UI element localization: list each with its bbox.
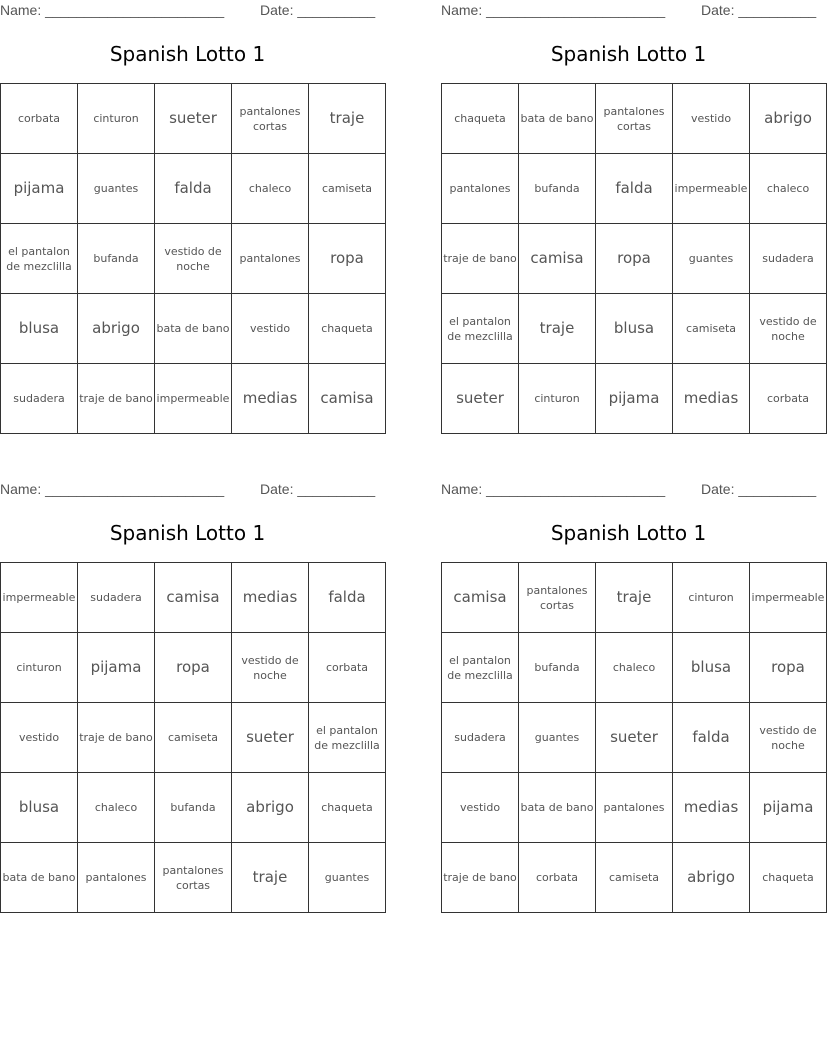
grid-cell: pantalones cortas (155, 843, 232, 913)
grid-cell: traje de bano (442, 843, 519, 913)
card-title: Spanish Lotto 1 (550, 521, 707, 545)
grid-row (442, 843, 827, 913)
grid-cell: pijama (78, 633, 155, 703)
grid-row (1, 843, 386, 913)
lotto-grid (0, 83, 386, 434)
grid-cell: traje de bano (78, 364, 155, 434)
grid-cell: bata de bano (519, 773, 596, 843)
card-header (441, 481, 816, 499)
grid-row (442, 773, 827, 843)
grid-cell: pantalones (78, 843, 155, 913)
card-header (0, 481, 375, 499)
grid-row (1, 703, 386, 773)
grid-row (442, 364, 827, 434)
grid-cell: traje (232, 843, 309, 913)
grid-row (442, 703, 827, 773)
grid-row (1, 84, 386, 154)
grid-cell: guantes (519, 703, 596, 773)
grid-cell: chaqueta (309, 294, 386, 364)
grid-cell: medias (673, 773, 750, 843)
grid-cell: impermeable (750, 563, 827, 633)
grid-cell: falda (673, 703, 750, 773)
card-title: Spanish Lotto 1 (109, 42, 266, 66)
grid-row (1, 224, 386, 294)
grid-cell: traje (309, 84, 386, 154)
grid-cell: vestido de noche (232, 633, 309, 703)
grid-cell: bata de bano (519, 84, 596, 154)
grid-row (442, 294, 827, 364)
grid-cell: pijama (1, 154, 78, 224)
grid-cell: bufanda (78, 224, 155, 294)
grid-cell: bata de bano (1, 843, 78, 913)
grid-cell: blusa (1, 773, 78, 843)
grid-cell: camiseta (309, 154, 386, 224)
grid-cell: corbata (309, 633, 386, 703)
grid-row (442, 84, 827, 154)
grid-cell: cinturon (519, 364, 596, 434)
grid-cell: chaleco (78, 773, 155, 843)
grid-cell: pantalones cortas (232, 84, 309, 154)
grid-cell: ropa (309, 224, 386, 294)
grid-cell: impermeable (155, 364, 232, 434)
grid-cell: chaqueta (442, 84, 519, 154)
card-header (0, 2, 375, 20)
grid-cell: vestido (442, 773, 519, 843)
grid-cell: pantalones cortas (596, 84, 673, 154)
grid-cell: vestido de noche (750, 703, 827, 773)
grid-cell: bufanda (155, 773, 232, 843)
date-field: Date: __________ (260, 481, 376, 497)
name-field: Name: _______________________ (441, 481, 666, 497)
grid-cell: sueter (442, 364, 519, 434)
grid-cell: sudadera (750, 224, 827, 294)
grid-row (442, 224, 827, 294)
grid-cell: sueter (155, 84, 232, 154)
grid-cell: falda (596, 154, 673, 224)
lotto-grid (441, 83, 827, 434)
grid-cell: ropa (155, 633, 232, 703)
card-title: Spanish Lotto 1 (109, 521, 266, 545)
grid-cell: abrigo (750, 84, 827, 154)
grid-cell: vestido de noche (750, 294, 827, 364)
grid-cell: cinturon (78, 84, 155, 154)
grid-cell: bufanda (519, 154, 596, 224)
grid-cell: chaqueta (750, 843, 827, 913)
lotto-grid (0, 562, 386, 913)
grid-cell: falda (309, 563, 386, 633)
grid-cell: camiseta (596, 843, 673, 913)
grid-row (442, 563, 827, 633)
grid-cell: bata de bano (155, 294, 232, 364)
grid-cell: pijama (750, 773, 827, 843)
grid-cell: chaleco (596, 633, 673, 703)
grid-cell: medias (673, 364, 750, 434)
grid-cell: camisa (309, 364, 386, 434)
grid-cell: medias (232, 364, 309, 434)
grid-cell: chaleco (750, 154, 827, 224)
grid-cell: traje de bano (442, 224, 519, 294)
grid-cell: guantes (309, 843, 386, 913)
grid-cell: pijama (596, 364, 673, 434)
grid-cell: abrigo (78, 294, 155, 364)
grid-cell: sudadera (1, 364, 78, 434)
grid-cell: pantalones (442, 154, 519, 224)
grid-cell: sudadera (78, 563, 155, 633)
grid-cell: traje (596, 563, 673, 633)
grid-cell: pantalones (596, 773, 673, 843)
grid-cell: abrigo (232, 773, 309, 843)
grid-cell: el pantalon de mezclilla (442, 633, 519, 703)
grid-cell: traje (519, 294, 596, 364)
date-field: Date: __________ (701, 2, 817, 18)
grid-row (1, 633, 386, 703)
grid-cell: guantes (673, 224, 750, 294)
grid-cell: blusa (1, 294, 78, 364)
grid-cell: blusa (596, 294, 673, 364)
name-field: Name: _______________________ (0, 2, 225, 18)
grid-cell: chaqueta (309, 773, 386, 843)
grid-cell: corbata (750, 364, 827, 434)
grid-cell: pantalones (232, 224, 309, 294)
grid-cell: camisa (155, 563, 232, 633)
grid-cell: el pantalon de mezclilla (309, 703, 386, 773)
grid-cell: vestido (673, 84, 750, 154)
card-header (441, 2, 816, 20)
grid-cell: camisa (519, 224, 596, 294)
name-field: Name: _______________________ (0, 481, 225, 497)
grid-cell: medias (232, 563, 309, 633)
grid-cell: falda (155, 154, 232, 224)
name-field: Name: _______________________ (441, 2, 666, 18)
grid-row (442, 154, 827, 224)
grid-cell: vestido (1, 703, 78, 773)
grid-cell: blusa (673, 633, 750, 703)
grid-cell: impermeable (1, 563, 78, 633)
grid-row (442, 633, 827, 703)
grid-cell: abrigo (673, 843, 750, 913)
grid-cell: camiseta (673, 294, 750, 364)
grid-cell: corbata (1, 84, 78, 154)
card-title: Spanish Lotto 1 (550, 42, 707, 66)
grid-cell: camiseta (155, 703, 232, 773)
grid-cell: corbata (519, 843, 596, 913)
grid-cell: ropa (596, 224, 673, 294)
grid-cell: cinturon (1, 633, 78, 703)
grid-cell: traje de bano (78, 703, 155, 773)
grid-cell: ropa (750, 633, 827, 703)
grid-row (1, 364, 386, 434)
grid-row (1, 773, 386, 843)
grid-cell: impermeable (673, 154, 750, 224)
grid-cell: cinturon (673, 563, 750, 633)
grid-cell: bufanda (519, 633, 596, 703)
grid-row (1, 294, 386, 364)
grid-cell: vestido de noche (155, 224, 232, 294)
grid-cell: sueter (596, 703, 673, 773)
grid-cell: el pantalon de mezclilla (1, 224, 78, 294)
grid-cell: chaleco (232, 154, 309, 224)
grid-cell: camisa (442, 563, 519, 633)
grid-cell: sueter (232, 703, 309, 773)
grid-row (1, 563, 386, 633)
date-field: Date: __________ (701, 481, 817, 497)
date-field: Date: __________ (260, 2, 376, 18)
grid-cell: el pantalon de mezclilla (442, 294, 519, 364)
grid-cell: sudadera (442, 703, 519, 773)
grid-cell: pantalones cortas (519, 563, 596, 633)
grid-row (1, 154, 386, 224)
lotto-grid (441, 562, 827, 913)
grid-cell: guantes (78, 154, 155, 224)
grid-cell: vestido (232, 294, 309, 364)
